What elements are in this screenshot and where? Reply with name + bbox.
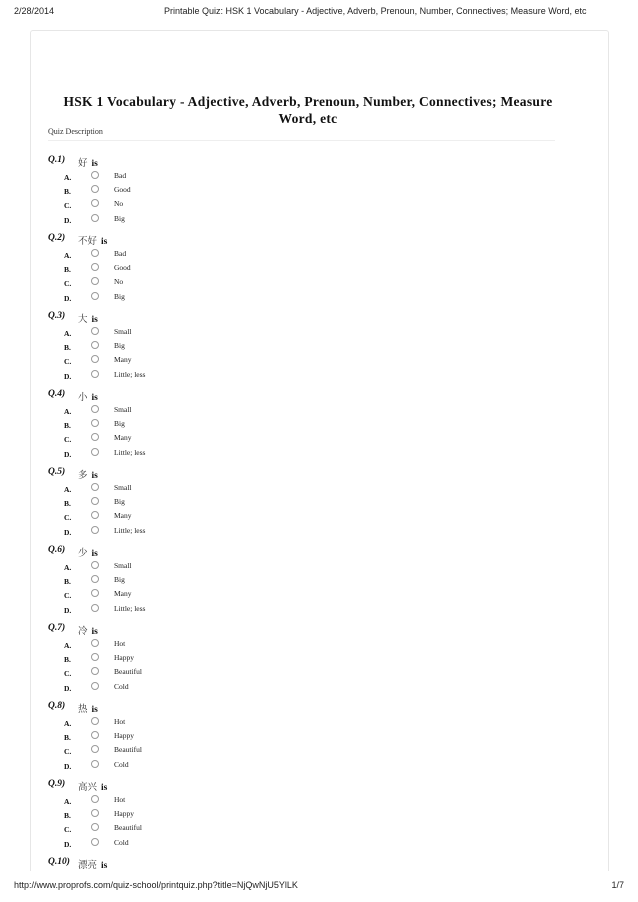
answer-option[interactable] bbox=[64, 809, 364, 821]
option-letter: A. bbox=[64, 173, 72, 182]
option-label: Beautiful bbox=[114, 823, 142, 833]
option-letter: C. bbox=[64, 357, 72, 367]
question-suffix: is bbox=[91, 627, 98, 637]
question-text bbox=[78, 545, 98, 559]
question-suffix: is bbox=[91, 159, 98, 169]
print-header bbox=[14, 6, 624, 20]
answer-option[interactable] bbox=[64, 561, 364, 573]
radio-button[interactable] bbox=[91, 731, 99, 739]
chinese-word: 高兴 bbox=[78, 782, 98, 793]
radio-button[interactable] bbox=[91, 292, 99, 300]
option-letter: C. bbox=[64, 201, 72, 211]
question-header bbox=[48, 155, 548, 169]
option-label: Big bbox=[114, 213, 125, 223]
answer-option[interactable] bbox=[64, 838, 364, 850]
chinese-word: 少 bbox=[78, 548, 88, 559]
radio-button[interactable] bbox=[91, 809, 99, 817]
page-number: 1/7 bbox=[611, 880, 624, 890]
answer-option[interactable] bbox=[64, 370, 364, 382]
option-label: Cold bbox=[114, 681, 129, 691]
chinese-word: 热 bbox=[78, 704, 88, 715]
option-label: Big bbox=[114, 291, 125, 301]
radio-button[interactable] bbox=[91, 419, 99, 427]
option-letter: C. bbox=[64, 747, 72, 757]
option-letter: A. bbox=[64, 407, 72, 416]
chinese-word: 大 bbox=[78, 314, 88, 325]
option-letter: C. bbox=[64, 591, 72, 601]
option-label: Hot bbox=[114, 639, 126, 648]
option-letter: A. bbox=[64, 251, 72, 260]
option-letter: B. bbox=[64, 733, 71, 743]
option-label: Small bbox=[114, 405, 132, 414]
question-header bbox=[48, 467, 548, 481]
question-1 bbox=[48, 155, 548, 225]
chinese-word: 多 bbox=[78, 470, 88, 481]
chinese-word: 好 bbox=[78, 158, 88, 169]
option-label: Happy bbox=[114, 809, 134, 819]
answer-option[interactable] bbox=[64, 639, 364, 651]
option-letter: D. bbox=[64, 605, 72, 615]
answer-option[interactable] bbox=[64, 355, 364, 367]
answer-option[interactable] bbox=[64, 823, 364, 835]
answer-option[interactable] bbox=[64, 263, 364, 275]
option-label: Little; less bbox=[114, 525, 146, 535]
radio-button[interactable] bbox=[91, 263, 99, 271]
option-label: Cold bbox=[114, 837, 129, 847]
option-label: No bbox=[114, 199, 124, 209]
question-suffix: is bbox=[91, 471, 98, 481]
option-letter: A. bbox=[64, 563, 72, 572]
answer-option[interactable] bbox=[64, 795, 364, 807]
option-letter: D. bbox=[64, 215, 72, 225]
option-label: Hot bbox=[114, 795, 126, 804]
answer-option[interactable] bbox=[64, 682, 364, 694]
question-suffix: is bbox=[91, 549, 98, 559]
radio-button[interactable] bbox=[91, 433, 99, 441]
radio-button[interactable] bbox=[91, 405, 99, 413]
option-letter: A. bbox=[64, 797, 72, 806]
question-number: Q.6) bbox=[48, 545, 66, 555]
answer-option[interactable] bbox=[64, 653, 364, 665]
option-label: Happy bbox=[114, 653, 134, 663]
answer-option[interactable] bbox=[64, 185, 364, 197]
option-letter: A. bbox=[64, 641, 72, 650]
question-text bbox=[78, 155, 98, 169]
answer-option[interactable] bbox=[64, 511, 364, 523]
option-label: Small bbox=[114, 561, 132, 570]
radio-button[interactable] bbox=[91, 589, 99, 597]
question-number: Q.1) bbox=[48, 155, 66, 165]
answer-option[interactable] bbox=[64, 292, 364, 304]
option-label: Happy bbox=[114, 731, 134, 741]
answer-option[interactable] bbox=[64, 717, 364, 729]
option-label: Little; less bbox=[114, 603, 146, 613]
question-text bbox=[78, 311, 98, 325]
radio-button[interactable] bbox=[91, 575, 99, 583]
question-header bbox=[48, 623, 548, 637]
radio-button[interactable] bbox=[91, 277, 99, 285]
option-letter: C. bbox=[64, 435, 72, 445]
question-suffix: is bbox=[101, 783, 108, 793]
option-label: Big bbox=[114, 419, 125, 429]
radio-button[interactable] bbox=[91, 249, 99, 257]
question-number: Q.3) bbox=[48, 311, 66, 321]
answer-option[interactable] bbox=[64, 341, 364, 353]
question-header bbox=[48, 857, 548, 871]
option-label: Many bbox=[114, 589, 132, 599]
radio-button[interactable] bbox=[91, 653, 99, 661]
radio-button[interactable] bbox=[91, 497, 99, 505]
question-suffix: is bbox=[91, 393, 98, 403]
option-label: Beautiful bbox=[114, 745, 142, 755]
question-3 bbox=[48, 311, 548, 381]
option-letter: C. bbox=[64, 669, 72, 679]
question-header bbox=[48, 233, 548, 247]
option-label: Little; less bbox=[114, 369, 146, 379]
question-text bbox=[78, 701, 98, 715]
radio-button[interactable] bbox=[91, 214, 99, 222]
option-label: Little; less bbox=[114, 447, 146, 457]
answer-option[interactable] bbox=[64, 483, 364, 495]
radio-button[interactable] bbox=[91, 526, 99, 534]
print-date: 2/28/2014 bbox=[14, 6, 55, 16]
radio-button[interactable] bbox=[91, 745, 99, 753]
answer-option[interactable] bbox=[64, 589, 364, 601]
question-number: Q.4) bbox=[48, 389, 66, 399]
option-letter: B. bbox=[64, 577, 71, 587]
chinese-word: 漂亮 bbox=[78, 860, 98, 871]
question-header bbox=[48, 701, 548, 715]
radio-button[interactable] bbox=[91, 185, 99, 193]
chinese-word: 冷 bbox=[78, 626, 88, 637]
radio-button[interactable] bbox=[91, 370, 99, 378]
question-text bbox=[78, 467, 98, 481]
question-10 bbox=[48, 857, 548, 871]
question-suffix: is bbox=[101, 861, 108, 871]
radio-button[interactable] bbox=[91, 561, 99, 569]
option-letter: C. bbox=[64, 279, 72, 289]
question-number: Q.2) bbox=[48, 233, 66, 243]
answer-option[interactable] bbox=[64, 604, 364, 616]
radio-button[interactable] bbox=[91, 327, 99, 335]
option-letter: A. bbox=[64, 719, 72, 728]
answer-option[interactable] bbox=[64, 760, 364, 772]
radio-button[interactable] bbox=[91, 171, 99, 179]
option-letter: D. bbox=[64, 527, 72, 537]
chinese-word: 不好 bbox=[78, 236, 98, 247]
question-number: Q.7) bbox=[48, 623, 66, 633]
answer-option[interactable] bbox=[64, 214, 364, 226]
answer-option[interactable] bbox=[64, 405, 364, 417]
answer-option[interactable] bbox=[64, 327, 364, 339]
option-letter: C. bbox=[64, 513, 72, 523]
question-text bbox=[78, 233, 107, 247]
question-7 bbox=[48, 623, 548, 693]
option-letter: D. bbox=[64, 449, 72, 459]
option-letter: D. bbox=[64, 371, 72, 381]
question-suffix: is bbox=[101, 237, 108, 247]
radio-button[interactable] bbox=[91, 448, 99, 456]
option-letter: C. bbox=[64, 825, 72, 835]
option-label: Big bbox=[114, 497, 125, 507]
question-6 bbox=[48, 545, 548, 615]
option-label: Small bbox=[114, 327, 132, 336]
radio-button[interactable] bbox=[91, 511, 99, 519]
answer-option[interactable] bbox=[64, 419, 364, 431]
question-number: Q.8) bbox=[48, 701, 66, 711]
radio-button[interactable] bbox=[91, 639, 99, 647]
option-letter: B. bbox=[64, 265, 71, 275]
radio-button[interactable] bbox=[91, 341, 99, 349]
radio-button[interactable] bbox=[91, 355, 99, 363]
option-letter: B. bbox=[64, 499, 71, 509]
answer-option[interactable] bbox=[64, 745, 364, 757]
option-label: Small bbox=[114, 483, 132, 492]
print-footer bbox=[14, 880, 624, 894]
option-letter: D. bbox=[64, 683, 72, 693]
option-label: Many bbox=[114, 511, 132, 521]
option-label: Bad bbox=[114, 171, 127, 180]
question-text bbox=[78, 857, 107, 871]
radio-button[interactable] bbox=[91, 483, 99, 491]
question-text bbox=[78, 779, 107, 793]
option-letter: A. bbox=[64, 329, 72, 338]
question-2 bbox=[48, 233, 548, 303]
answer-option[interactable] bbox=[64, 526, 364, 538]
chinese-word: 小 bbox=[78, 392, 88, 403]
option-letter: A. bbox=[64, 485, 72, 494]
answer-option[interactable] bbox=[64, 448, 364, 460]
question-number: Q.10) bbox=[48, 857, 70, 867]
option-label: Many bbox=[114, 433, 132, 443]
question-header bbox=[48, 545, 548, 559]
quiz-description: Quiz Description bbox=[48, 127, 555, 141]
option-label: Big bbox=[114, 341, 125, 351]
question-header bbox=[48, 389, 548, 403]
radio-button[interactable] bbox=[91, 838, 99, 846]
radio-button[interactable] bbox=[91, 823, 99, 831]
option-label: Good bbox=[114, 185, 131, 195]
option-letter: B. bbox=[64, 811, 71, 821]
question-suffix: is bbox=[91, 705, 98, 715]
option-label: Many bbox=[114, 355, 132, 365]
question-5 bbox=[48, 467, 548, 537]
question-4 bbox=[48, 389, 548, 459]
answer-option[interactable] bbox=[64, 667, 364, 679]
option-letter: D. bbox=[64, 761, 72, 771]
radio-button[interactable] bbox=[91, 717, 99, 725]
radio-button[interactable] bbox=[91, 604, 99, 612]
option-letter: B. bbox=[64, 187, 71, 197]
quiz-title: HSK 1 Vocabulary - Adjective, Adverb, Prenoun, Number, Connectives; Measure Word, etc bbox=[63, 94, 553, 126]
option-label: Big bbox=[114, 575, 125, 585]
answer-option[interactable] bbox=[64, 277, 364, 289]
radio-button[interactable] bbox=[91, 760, 99, 768]
radio-button[interactable] bbox=[91, 667, 99, 675]
answer-option[interactable] bbox=[64, 731, 364, 743]
question-8 bbox=[48, 701, 548, 771]
question-text bbox=[78, 623, 98, 637]
option-letter: D. bbox=[64, 839, 72, 849]
question-header bbox=[48, 779, 548, 793]
option-letter: B. bbox=[64, 421, 71, 431]
radio-button[interactable] bbox=[91, 795, 99, 803]
option-label: Good bbox=[114, 263, 131, 273]
option-label: No bbox=[114, 277, 124, 287]
option-label: Bad bbox=[114, 249, 127, 258]
question-number: Q.9) bbox=[48, 779, 66, 789]
question-header bbox=[48, 311, 548, 325]
print-url: http://www.proprofs.com/quiz-school/printquiz.php?title=NjQwNjU5YlLK bbox=[14, 880, 298, 890]
option-letter: B. bbox=[64, 655, 71, 665]
question-number: Q.5) bbox=[48, 467, 66, 477]
question-9 bbox=[48, 779, 548, 849]
option-letter: B. bbox=[64, 343, 71, 353]
print-page-title: Printable Quiz: HSK 1 Vocabulary - Adjective, Adverb, Prenoun, Number, Connectives; Measure Word, etc bbox=[164, 6, 587, 16]
answer-option[interactable] bbox=[64, 433, 364, 445]
answer-option[interactable] bbox=[64, 199, 364, 211]
answer-option[interactable] bbox=[64, 497, 364, 509]
answer-option[interactable] bbox=[64, 575, 364, 587]
question-text bbox=[78, 389, 98, 403]
radio-button[interactable] bbox=[91, 682, 99, 690]
radio-button[interactable] bbox=[91, 199, 99, 207]
question-suffix: is bbox=[91, 315, 98, 325]
answer-option[interactable] bbox=[64, 171, 364, 183]
option-label: Cold bbox=[114, 759, 129, 769]
answer-option[interactable] bbox=[64, 249, 364, 261]
option-letter: D. bbox=[64, 293, 72, 303]
option-label: Beautiful bbox=[114, 667, 142, 677]
option-label: Hot bbox=[114, 717, 126, 726]
